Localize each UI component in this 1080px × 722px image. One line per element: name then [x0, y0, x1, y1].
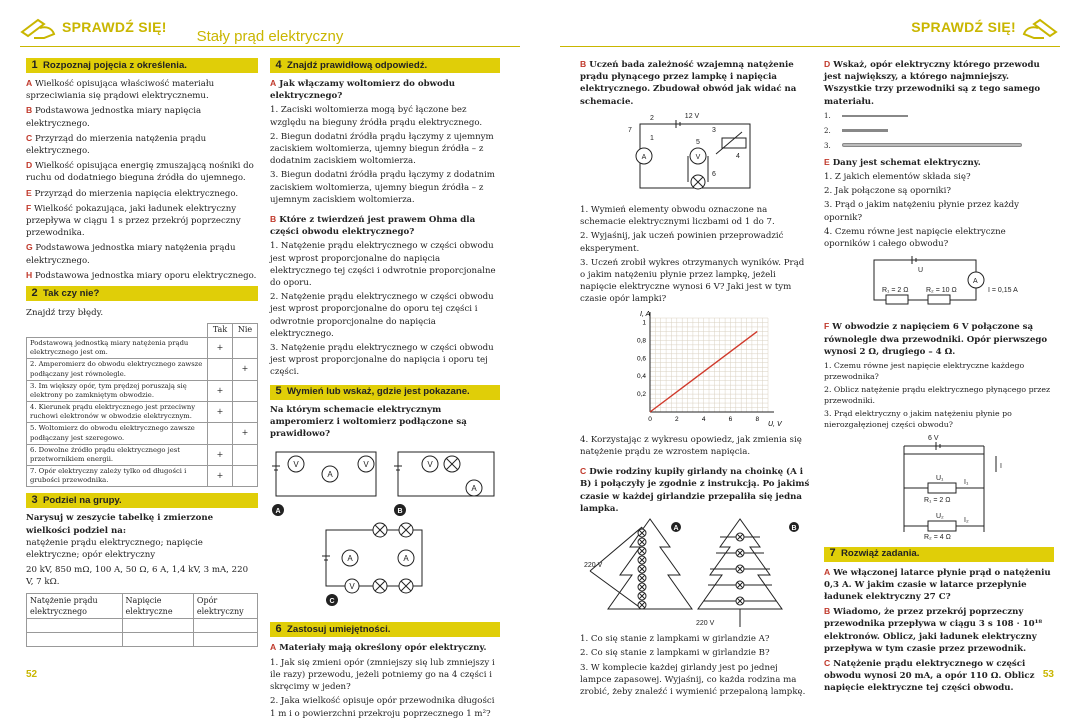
bulb: [638, 556, 646, 564]
option-item: 2. Co się stanie z lampkami w girlandzie B?: [580, 648, 770, 659]
section-number: 7: [829, 547, 836, 560]
mark-cell-nie: +: [233, 423, 258, 444]
item-text: Wielkość pokazująca, jaki ładunek elektryczny przepływa w ciągu 1 s przez przekrój poprzeczny przewodnika.: [26, 203, 241, 239]
question-6f: W obwodzie z napięciem 6 V połączone są równolegle dwa przewodniki. Opór pierwszego wynosi 2 Ω, drugiego – 4 Ω.: [824, 322, 1048, 357]
x-tick-label: 6: [728, 415, 733, 423]
x-tick-label: 8: [755, 415, 760, 423]
mark-cell-tak: +: [208, 444, 233, 465]
bulb: [638, 592, 646, 600]
section-7-header: [824, 547, 1054, 562]
mark-cell-nie: [233, 402, 258, 423]
circuit-label-5: 5: [696, 138, 700, 146]
item-text: Wielkość opisująca energię zmuszającą nośniki do ruchu od dodatniego bieguna źródła do ujemnego.: [26, 161, 254, 184]
table-row: [27, 619, 258, 633]
table-row: [27, 402, 258, 423]
circuit-label-2: 2: [650, 114, 654, 122]
statement-cell: 4. Kierunek prądu elektrycznego jest przeciwny ruchowi elektronów w obwodzie elektrycznym.: [27, 402, 208, 423]
option-item: 3. Prąd elektryczny o jakim natężeniu płynie po nierozgałęzionej części obwodu?: [824, 409, 1012, 430]
mark-cell-tak: [208, 359, 233, 380]
letter: B: [270, 214, 277, 225]
option-item: 3. Biegun dodatni źródła prądu łączymy z dodatnim zaciskiem woltomierza, ujemny biegun źródła – z ujemnym zaciskiem woltomierza.: [270, 170, 495, 205]
garland-diagrams: [580, 517, 810, 629]
section-title: Wymień lub wskaż, gdzie jest pokazane.: [287, 386, 470, 398]
schema-label-c: C: [329, 598, 335, 606]
option-item: 1. Czemu równe jest napięcie elektryczne każdego przewodnika?: [824, 361, 1025, 382]
y-tick-label: 0,4: [636, 372, 646, 380]
options-4b: [270, 240, 500, 378]
garland-voltage-a: 220 V: [584, 562, 603, 570]
option-item: 2. Oblicz natężenie prądu elektrycznego płynącego przez przewodniki.: [824, 385, 1051, 406]
wire-label: 3.: [824, 141, 831, 150]
list-item: [26, 269, 258, 282]
section-title: Zastosuj umiejętności.: [287, 624, 391, 636]
ammeter-symbol: A: [973, 278, 978, 286]
option-item: 2. Biegun dodatni źródła prądu łączymy z ujemnym zaciskiem woltomierza, ujemny biegun źródła – z dodatnim zaciskiem woltomierza.: [270, 131, 494, 167]
item-letter: F: [26, 202, 32, 213]
chart-y-label: I, A: [640, 310, 651, 318]
garland-voltage-b: 220 V: [696, 620, 715, 628]
brand-right: [911, 14, 1058, 42]
bulb: [638, 601, 646, 609]
list-item: [26, 187, 258, 200]
ammeter-symbol: A: [641, 153, 647, 161]
mark-cell-nie: [233, 444, 258, 465]
u2-label: U₂: [936, 513, 944, 521]
section-title: Tak czy nie?: [43, 287, 100, 299]
mark-cell-tak: [208, 423, 233, 444]
group-header-1: Natężenie prądu elektrycznego: [27, 593, 123, 619]
circuit-label-7: 7: [628, 126, 632, 134]
x-tick-label: 2: [675, 415, 679, 423]
mark-cell-tak: +: [208, 466, 233, 487]
option-item: 2. Jaka wielkość opisuje opór przewodnika długości 1 m i o powierzchni przekroju poprzecznego 1 m²?: [270, 696, 495, 719]
bulb: [638, 565, 646, 573]
schema-label-b: B: [397, 508, 403, 516]
list-item: [26, 159, 258, 184]
section-1-header: [26, 58, 258, 73]
circuit-label-6: 6: [712, 170, 716, 178]
col-tak: Tak: [208, 324, 233, 338]
section-2-header: [26, 286, 258, 301]
item-text: Przyrząd do mierzenia napięcia elektrycznego.: [31, 188, 239, 199]
letter: A: [270, 78, 277, 88]
schema-label-a: A: [275, 508, 281, 516]
resistor-1-label: R₁ = 2 Ω: [882, 287, 909, 295]
y-tick-label: 0,6: [636, 354, 646, 362]
option-item: 2. Jak połączone są oporniki?: [824, 186, 951, 197]
item-letter: C: [824, 658, 831, 669]
group-header-3: Opór elektryczny: [193, 593, 257, 619]
column-2: [270, 58, 500, 722]
bulb: [638, 574, 646, 582]
r1-label: R₁ = 2 Ω: [924, 497, 951, 505]
statement-cell: 3. Im większy opór, tym prędzej poruszają się elektrony po zamkniętym obwodzie.: [27, 380, 208, 401]
option-item: 1. Jak się zmieni opór (zmniejszy się lub zmniejszy i ile razy) przewodu, jeżeli potniemy go na 4 części i skręcimy w jeden?: [270, 657, 495, 693]
tasks-list: [824, 566, 1054, 695]
iu-chart: [580, 308, 810, 430]
question-4a: Jak włączamy woltomierz do obwodu elektrycznego?: [270, 79, 456, 102]
brand-left-text: SPRAWDŹ SIĘ!: [62, 19, 167, 36]
pencil-hand-icon: [1022, 14, 1058, 42]
bulb: [736, 597, 744, 605]
statement-cell: 7. Opór elektryczny zależy tylko od długości i grubości przewodnika.: [27, 466, 208, 487]
bulb: [736, 533, 744, 541]
option-item: 3. W komplecie każdej girlandy jest po jednej lampce zapasowej. Wyjaśnij, co każda rodzina ma zrobić, żeby znaleźć i wymienić przepaloną lampkę.: [580, 662, 806, 698]
table-row: [27, 359, 258, 380]
list-item: [26, 241, 258, 266]
list-item: [26, 132, 258, 157]
item-letter: H: [26, 269, 33, 280]
option-item: 1. Z jakich elementów składa się?: [824, 172, 971, 183]
section-5-diagrams: [270, 444, 500, 610]
item-letter: E: [26, 187, 32, 198]
bulb: [638, 547, 646, 555]
x-tick-label: 0: [648, 415, 652, 423]
list-item: [824, 657, 1054, 695]
item-text: Wiadomo, że przez przekrój poprzeczny przewodnika przepływa w ciągu 3 s 108 · 10¹⁸ elektronów. Oblicz, jaki ładunek elektryczny przepływa w tym czasie przez przewodnik.: [824, 607, 1043, 654]
tree-label-a: A: [673, 525, 679, 533]
group-header-2: Napięcie elektryczne: [122, 593, 193, 619]
option-item: 2. Wyjaśnij, jak uczeń powinien przeprowadzić eksperyment.: [580, 231, 784, 254]
option-item: 1. Co się stanie z lampkami w girlandzie A?: [580, 634, 770, 645]
column-3: [580, 58, 810, 700]
mark-cell-tak: +: [208, 380, 233, 401]
ammeter-symbol: A: [403, 554, 409, 564]
tree-a: [608, 519, 692, 609]
header-rule-left: [20, 46, 520, 47]
group-table: [26, 593, 258, 648]
chart-x-label: U, V: [768, 420, 782, 428]
question-6e: Dany jest schemat elektryczny.: [832, 157, 981, 168]
option-item: 1. Natężenie prądu elektrycznego w części obwodu jest wprost proporcjonalne do napięcia elektrycznego tej części i odwrotnie proporcjonalne do oporu.: [270, 241, 496, 289]
voltmeter-symbol: V: [349, 582, 355, 592]
voltmeter-symbol: V: [427, 460, 433, 470]
page-title: Stały prąd elektryczny: [196, 28, 344, 45]
item-letter: B: [26, 105, 33, 116]
options-6c: [580, 633, 810, 698]
item-text: Podstawowa jednostka miary napięcia elektrycznego.: [26, 106, 202, 129]
page-number-right: 53: [1042, 668, 1054, 680]
table-row: [27, 633, 258, 647]
tree-label-b: B: [791, 525, 797, 533]
list-item: [26, 202, 258, 240]
y-tick-label: 0,2: [636, 390, 646, 398]
section-title: Rozwiąż zadania.: [841, 548, 920, 560]
option-item: 1. Wymień elementy obwodu oznaczone na schemacie elektrycznymi liczbami od 1 do 7.: [580, 205, 775, 228]
section-5-header: [270, 385, 500, 400]
mark-cell-nie: [233, 338, 258, 359]
letter: D: [824, 59, 831, 69]
section-3-groups: natężenie prądu elektrycznego; napięcie elektryczne; opór elektryczny: [26, 537, 203, 561]
question-4b: Które z twierdzeń jest prawem Ohma dla części obwodu elektrycznego?: [270, 215, 476, 238]
letter: F: [824, 321, 830, 332]
mark-cell-tak: +: [208, 338, 233, 359]
question-6d: Wskaż, opór elektryczny którego przewodu jest największy, a którego najmniejszy. Wszystkie trzy przewodniki są z tego samego materiału.: [824, 60, 1041, 107]
wire-label: 1.: [824, 111, 831, 120]
question-6b: Uczeń bada zależność wzajemną natężenie prądu płynącego przez lampkę i napięcia elektrycznego. Zbudował obwód jak widać na schemacie.: [580, 60, 797, 107]
section-3-task: Narysuj w zeszycie tabelkę i zmierzone wielkości podziel na:: [26, 513, 214, 536]
column-1: [26, 58, 258, 647]
section-6-header: [270, 622, 500, 637]
section-number: 6: [275, 623, 282, 636]
bulbs-b: [736, 533, 744, 605]
i1-label: I₁: [964, 479, 969, 487]
section-title: Rozpoznaj pojęcia z określenia.: [43, 59, 187, 71]
option-6b-4: 4. Korzystając z wykresu opowiedz, jak zmienia się natężenie prądu ze wzrostem napięcia.: [580, 434, 802, 458]
bulb: [736, 565, 744, 573]
page-number-left: 52: [26, 668, 38, 680]
y-tick-label: 0,8: [636, 337, 646, 345]
item-text: Przyrząd do mierzenia natężenia prądu elektrycznego.: [26, 133, 207, 157]
option-item: 3. Natężenie prądu elektrycznego w części obwodu jest wprost proporcjonalne do napięcia i oporu tej części.: [270, 343, 494, 378]
col-nie: Nie: [233, 324, 258, 338]
section-number: 1: [31, 58, 38, 71]
list-item: [26, 77, 258, 102]
section-3-header: [26, 493, 258, 508]
option-item: 3. Uczeń zrobił wykres otrzymanych wyników. Prąd o jakim natężeniu płynie przez lampkę, jeżeli napięcie elektryczne wynosi 6 V? Jaki jest w tym czasie opór lampki?: [580, 257, 805, 305]
section-5-question: Na którym schemacie elektrycznym amperomierz i woltomierz podłączone są prawidłowo?: [270, 404, 467, 440]
bulb: [736, 581, 744, 589]
item-letter: G: [26, 242, 33, 253]
option-item: 1. Zaciski woltomierza mogą być łączone bez względu na bieguny źródła prądu elektrycznego.: [270, 105, 483, 128]
table-row: [27, 338, 258, 359]
statement-cell: 6. Dowolne źródło prądu elektrycznego jest przetwornikiem energii.: [27, 444, 208, 465]
item-text: Natężenie prądu elektrycznego w części obwodu wynosi 20 mA, a opór 110 Ω. Oblicz napięcie elektryczne tej części obwodu.: [824, 659, 1035, 694]
item-letter: C: [26, 132, 33, 143]
bulb: [638, 583, 646, 591]
item-text: Podstawowa jednostka miary natężenia prądu elektrycznego.: [26, 243, 236, 266]
wire-3: [824, 140, 1054, 152]
item-letter: A: [824, 566, 831, 577]
item-text: We włączonej latarce płynie prąd o natężeniu 0,3 A. W jakim czasie w latarce przepłynie ładunek elektryczny 27 C?: [824, 567, 1051, 603]
ammeter-symbol: A: [347, 554, 353, 564]
item-letter: B: [824, 606, 831, 617]
u1-label: U₁: [936, 475, 944, 483]
section-2-intro: Znajdź trzy błędy.: [26, 308, 104, 319]
bulb: [638, 529, 646, 537]
section-number: 4: [275, 58, 282, 71]
mark-cell-nie: [233, 380, 258, 401]
section-number: 3: [31, 494, 38, 507]
bulb: [638, 538, 646, 546]
wire-1: [824, 110, 1054, 122]
y-tick-label: 1: [642, 319, 646, 327]
options-6b: [580, 204, 810, 306]
x-tick-label: 4: [701, 415, 706, 423]
section-number: 5: [275, 385, 282, 398]
list-item: [26, 104, 258, 129]
ammeter-symbol: A: [327, 470, 333, 480]
circuit-voltage: 12 V: [684, 112, 700, 120]
statement-cell: 5. Woltomierz do obwodu elektrycznego zawsze podłączany jest szeregowo.: [27, 423, 208, 444]
letter: E: [824, 156, 830, 167]
table-row: [27, 423, 258, 444]
options-4a: [270, 104, 500, 206]
table-row: [27, 466, 258, 487]
brand-right-text: SPRAWDŹ SIĘ!: [911, 19, 1016, 36]
options-6a: [270, 657, 500, 720]
item-text: Wielkość opisująca właściwość materiału sprzeciwiania się prądowi elektrycznemu.: [26, 79, 215, 102]
voltmeter-symbol: V: [695, 153, 701, 161]
question-6c: Dwie rodziny kupiły girlandy na choinkę (A i B) i połączyły je zgodnie z instrukcją. Po jakimś czasie w każdej girlandzie przepaliła się jedna lampka.: [580, 467, 810, 514]
table-header-row: [27, 593, 258, 619]
letter: A: [270, 642, 277, 653]
item-letter: A: [26, 78, 33, 88]
concept-list: [26, 77, 258, 282]
section-title: Znajdź prawidłową odpowiedź.: [287, 59, 428, 71]
section-number: 2: [31, 286, 38, 299]
options-6f: [824, 360, 1054, 430]
option-item: 2. Natężenie prądu elektrycznego w części obwodu jest wprost proporcjonalne do oporu tej części i odwrotnie proporcjonalne do napięcia elektrycznego.: [270, 292, 494, 339]
r2-label: R₂ = 4 Ω: [924, 534, 951, 542]
letter: C: [580, 466, 587, 477]
list-item: [824, 566, 1054, 604]
circuit-label-3: 3: [712, 126, 716, 134]
letter: B: [580, 59, 587, 69]
parallel-voltage: 6 V: [928, 435, 939, 443]
question-6a: Materiały mają określony opór elektryczny.: [279, 643, 487, 654]
voltmeter-symbol: V: [293, 460, 299, 470]
option-item: 3. Prąd o jakim natężeniu płynie przez każdy opornik?: [824, 200, 1020, 223]
current-label: I = 0,15 A: [988, 287, 1018, 295]
item-text: Podstawowa jednostka miary oporu elektrycznego.: [32, 270, 257, 281]
bulbs-a: [638, 529, 646, 609]
table-header-row: [27, 324, 258, 338]
section-title: Podziel na grupy.: [43, 495, 122, 507]
options-6e: [824, 171, 1054, 250]
mark-cell-nie: [233, 466, 258, 487]
wire-2: [824, 125, 1054, 137]
resistor-2-label: R₂ = 10 Ω: [926, 287, 957, 295]
mark-cell-tak: +: [208, 402, 233, 423]
i2-label: I₂: [964, 517, 969, 525]
header-rule-right: [560, 46, 1060, 47]
statement-cell: 2. Amperomierz do obwodu elektrycznego zawsze podłączany jest równolegle.: [27, 359, 208, 380]
table-row: [27, 444, 258, 465]
true-false-table: [26, 323, 258, 487]
option-item: 4. Czemu równe jest napięcie elektryczne oporników i całego obwodu?: [824, 226, 1006, 250]
list-item: [824, 605, 1054, 655]
section-3-values: 20 kV, 850 mΩ, 100 A, 50 Ω, 6 A, 1,4 kV, 3 mA, 220 V, 7 kΩ.: [26, 565, 249, 588]
statement-cell: Podstawową jednostką miary natężenia prądu elektrycznego jest om.: [27, 338, 208, 359]
circuit-label-1: 1: [650, 134, 654, 142]
bulb: [736, 549, 744, 557]
section-4-header: [270, 58, 500, 73]
parallel-circuit: [824, 432, 1054, 540]
source-u: U: [918, 267, 924, 275]
table-row: [27, 380, 258, 401]
ammeter-symbol: A: [471, 484, 477, 494]
voltmeter-symbol: V: [363, 460, 369, 470]
circuit-label-4: 4: [736, 152, 740, 160]
item-letter: D: [26, 160, 33, 171]
mark-cell-nie: +: [233, 359, 258, 380]
series-circuit: [824, 252, 1054, 314]
wire-label: 2.: [824, 126, 831, 135]
experiment-circuit: [580, 110, 810, 200]
parallel-current: I: [1000, 463, 1002, 471]
column-4: [824, 58, 1054, 697]
